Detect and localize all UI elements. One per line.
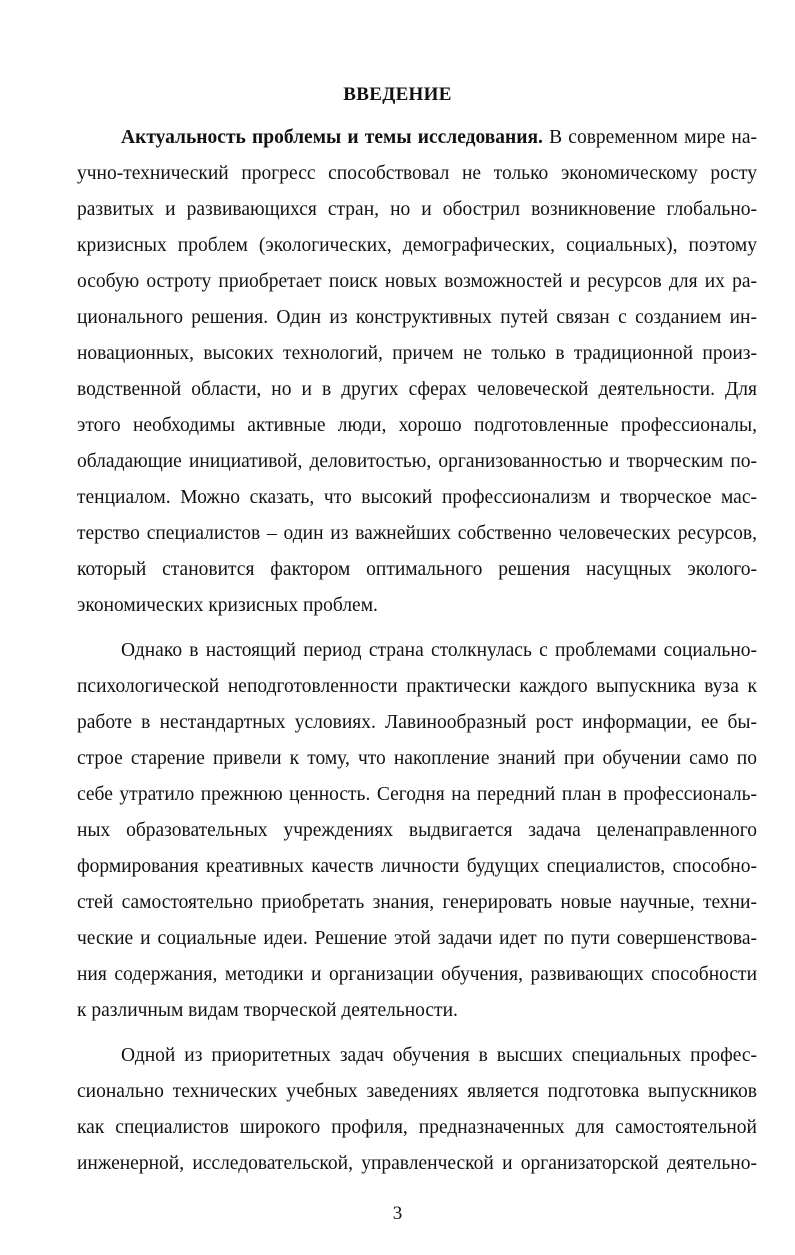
- text-line: к различным видам творческой деятельности.: [77, 1000, 458, 1021]
- page-title: ВВЕДЕНИЕ: [343, 84, 452, 105]
- text-line: Однако в настоящий период страна столкнулась с проблемами социально-: [121, 640, 757, 661]
- text-line: себе утратило прежнюю ценность. Сегодня на передний план в профессиональ-: [77, 784, 757, 805]
- text-line: строе старение привели к тому, что накопление знаний при обучении само по: [77, 748, 757, 769]
- paragraph-social: [77, 633, 757, 1029]
- text-line: Актуальность проблемы и темы исследования. В современном мире на-: [121, 127, 757, 148]
- text-line: тенциалом. Можно сказать, что высокий профессионализм и творческое мас-: [77, 487, 757, 508]
- text-line: экономических кризисных проблем.: [77, 595, 378, 616]
- text-line: работе в нестандартных условиях. Лавинообразный рост информации, ее бы-: [77, 712, 757, 733]
- paragraph-lead: Актуальность проблемы и темы исследования.: [121, 127, 543, 148]
- paragraph-priority: [77, 1038, 757, 1182]
- text-line: этого необходимы активные люди, хорошо подготовленные профессионалы,: [77, 415, 757, 436]
- text-line: который становится фактором оптимального решения насущных эколого-: [77, 559, 757, 580]
- text-line: стей самостоятельно приобретать знания, генерировать новые научные, техни-: [77, 892, 757, 913]
- text-line: кризисных проблем (экологических, демографических, социальных), поэтому: [77, 235, 757, 256]
- paragraph-relevance: [77, 120, 757, 624]
- text-line: ческие и социальные идеи. Решение этой задачи идет по пути совершенствова-: [77, 928, 757, 949]
- body-text: [77, 120, 757, 1182]
- text-line: сионально технических учебных заведениях является подготовка выпускников: [77, 1081, 757, 1102]
- text-line: новационных, высоких технологий, причем не только в традиционной произ-: [77, 343, 757, 364]
- text-line: терство специалистов – один из важнейших собственно человеческих ресурсов,: [77, 523, 757, 544]
- text-line: ния содержания, методики и организации обучения, развивающих способности: [77, 964, 757, 985]
- text-line: формирования креативных качеств личности будущих специалистов, способно-: [77, 856, 757, 877]
- page-number: 3: [392, 1203, 403, 1224]
- text-line: водственной области, но и в других сферах человеческой деятельности. Для: [77, 379, 757, 400]
- text-line: учно-технический прогресс способствовал не только экономическому росту: [77, 163, 757, 184]
- text-line: особую остроту приобретает поиск новых возможностей и ресурсов для их ра-: [77, 271, 757, 292]
- text-line: ных образовательных учреждениях выдвигается задача целенаправленного: [77, 820, 757, 841]
- text-line: обладающие инициативой, деловитостью, организованностью и творческим по-: [77, 451, 757, 472]
- text-line: Одной из приоритетных задач обучения в высших специальных профес-: [121, 1045, 757, 1066]
- text-line: ционального решения. Один из конструктивных путей связан с созданием ин-: [77, 307, 757, 328]
- text-line: инженерной, исследовательской, управленческой и организаторской деятельно-: [77, 1153, 757, 1174]
- text-line: развитых и развивающихся стран, но и обострил возникновение глобально-: [77, 199, 757, 220]
- text-line: психологической неподготовленности практически каждого выпускника вуза к: [77, 676, 757, 697]
- text-line: как специалистов широкого профиля, предназначенных для самостоятельной: [77, 1117, 757, 1138]
